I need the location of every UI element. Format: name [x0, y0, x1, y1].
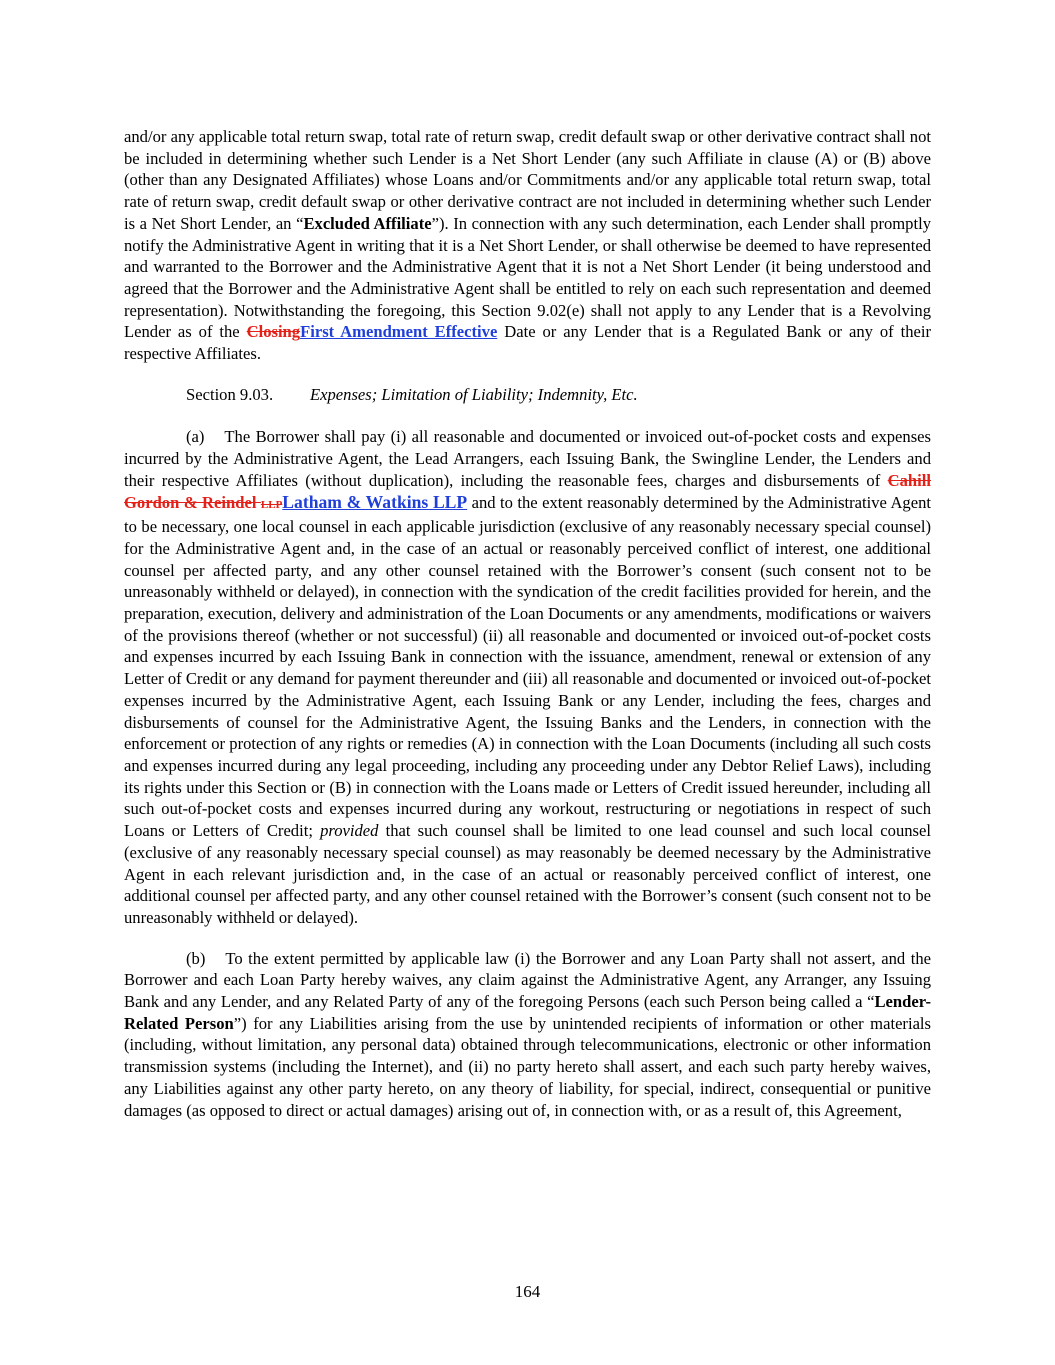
italic-text: provided	[320, 821, 379, 841]
defined-term-lender-related-person: Lender-Related Person	[124, 992, 931, 1033]
section-number: Section 9.03.	[186, 384, 274, 404]
deleted-text: Cahill Gordon & Reindel	[124, 470, 931, 512]
text: To the extent permitted by applicable law (i) the Borrower and any Loan Party shall not assert, and the Borrower and each Loan Party hereby waives, any claim against the Administrative Agent, any Arranger, any Issuing Bank and any Lender, and any Related Party of any of the foregoing Persons (each such Person being called a “	[124, 948, 931, 1012]
defined-term-excluded-affiliate: Excluded Affiliate	[303, 213, 432, 233]
document-page	[124, 126, 931, 1140]
clause-label: (b)	[186, 948, 206, 968]
deleted-text-small: LLP	[260, 498, 283, 511]
paragraph-a	[124, 426, 931, 928]
clause-label: (a)	[186, 427, 205, 447]
paragraph-continuation	[124, 126, 931, 365]
deleted-text: Closing	[246, 322, 301, 342]
text: ”). In connection with any such determination, each Lender shall promptly notify the Administrative Agent in writing that it is a Net Short Lender, or shall otherwise be deemed to have represented and warranted to the Borrower and the Administrative Agent that it is not a Net Short Lender (it being understood and agreed that the Borrower and the Administrative Agent shall be entitled to rely on each such representation and deemed representation). Notwithstanding the foregoing, this Section 9.02(e) shall not apply to any Lender that is a Revolving Lender as of the	[124, 213, 931, 342]
text: that such counsel shall be limited to one lead counsel and such local counsel (exclusive of any reasonably necessary special counsel) as may reasonably be deemed necessary by the Administrative Agent in each relevant jurisdiction and, in the case of an actual or reasonably perceived conflict of interest, one additional counsel per affected party, and any other counsel retained with the Borrower’s consent (such consent not to be unreasonably withheld or delayed).	[124, 821, 931, 927]
page-number: 164	[514, 1282, 541, 1301]
paragraph-b	[124, 948, 931, 1122]
inserted-text: First Amendment Effective	[300, 322, 498, 342]
section-title: Expenses; Limitation of Liability; Indemnity, Etc.	[310, 384, 638, 404]
section-heading	[186, 384, 931, 406]
inserted-text: Latham & Watkins LLP	[282, 491, 468, 512]
text: The Borrower shall pay (i) all reasonable and documented or invoiced out-of-pocket costs and expenses incurred by the Administrative Agent, the Lead Arrangers, each Issuing Bank, the Swingline Lender, the Lenders and their respective Affiliates (without duplication), including the reasonable fees, charges and disbursements of	[124, 427, 931, 490]
text: and/or any applicable total return swap, total rate of return swap, credit default swap or other derivative contract shall not be included in determining whether such Lender is a Net Short Lender (any such Affiliate in clause (A) or (B) above (other than any Designated Affiliates) whose Loans and/or Commitments and/or any applicable total return swap, total rate of return swap, credit default swap or other derivative contract are not included in determining whether such Lender is a Net Short Lender, an “	[124, 127, 931, 233]
text: and to the extent reasonably determined by the Administrative Agent to be necessary, one local counsel in each applicable jurisdiction (exclusive of any reasonably necessary special counsel) for the Administrative Agent and, in the case of an actual or reasonably perceived conflict of interest, one additional counsel per affected party, and any other counsel retained with the Borrower’s consent (such consent not to be unreasonably withheld or delayed), in connection with the syndication of the credit facilities provided for herein, and the preparation, execution, delivery and administration of the Loan Documents or any amendments, modifications or waivers of the provisions thereof (whether or not successful) (ii) all reasonable and documented or invoiced out-of-pocket costs and expenses incurred by each Issuing Bank in connection with the issuance, amendment, renewal or extension of any Letter of Credit or any demand for payment thereunder and (iii) all reasonable and documented or invoiced out-of-pocket expenses incurred by the Administrative Agent, each Issuing Bank or any Lender, including the fees, charges and disbursements of counsel for the Administrative Agent, the Issuing Banks and the Lenders, in connection with the enforcement or protection of any rights or remedies (A) in connection with the Loan Documents (including all such costs and expenses incurred during any legal proceeding, including any proceeding under any Debtor Relief Laws), including its rights under this Section or (B) in connection with the Loans made or Letters of Credit issued hereunder, including all such out-of-pocket costs and expenses incurred during any workout, restructuring or negotiations in respect of such Loans or Letters of Credit;	[124, 492, 931, 841]
text: Date or any Lender that is a Regulated Bank or any of their respective Affiliates.	[124, 322, 932, 364]
text: ”) for any Liabilities arising from the use by unintended recipients of information or other materials (including, without limitation, any personal data) obtained through telecommunications, electronic or other information transmission systems (including the Internet), and (ii) no party hereto shall assert, and each such party hereby waives, any Liabilities against any other party hereto, on any theory of liability, for special, indirect, consequential or punitive damages (as opposed to direct or actual damages) arising out of, in connection with, or as a result of, this Agreement,	[124, 1013, 932, 1120]
